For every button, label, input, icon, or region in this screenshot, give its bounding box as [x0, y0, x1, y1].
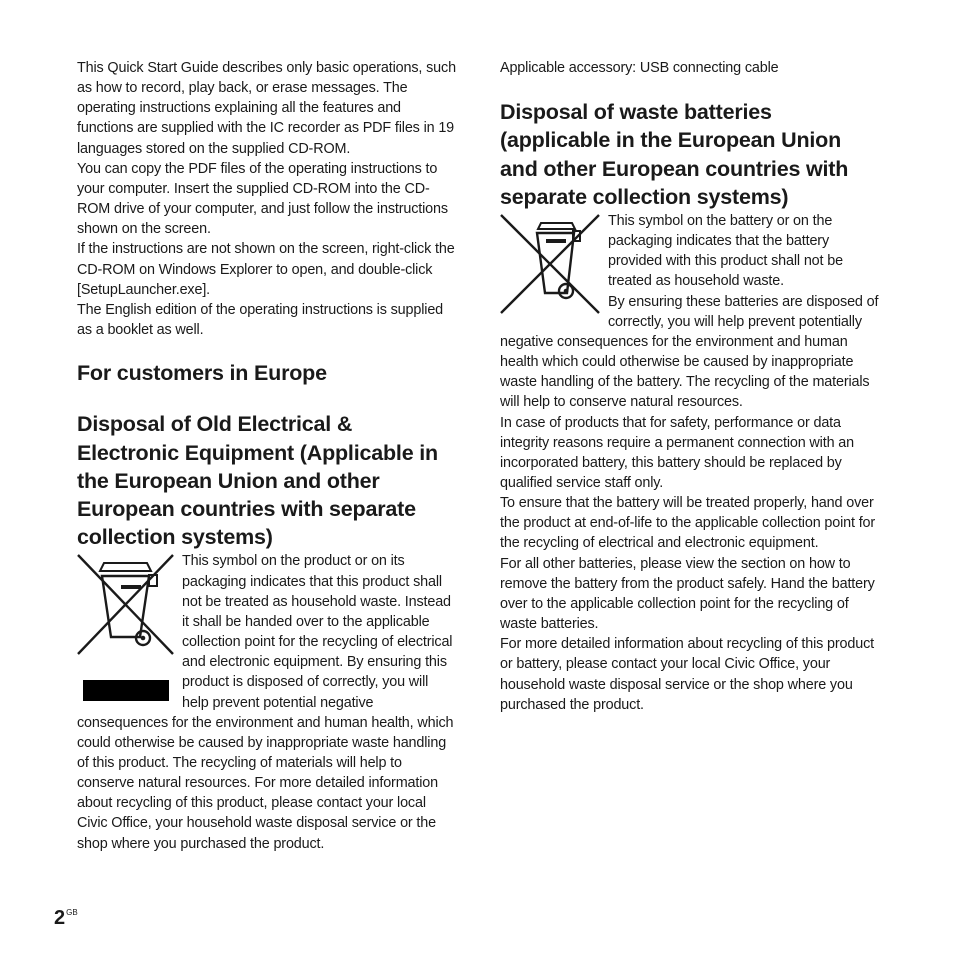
page-number — [54, 907, 78, 930]
intro-paragraph: If the instructions are not shown on the screen, right-click the CD-ROM on Windows Explorer to open, and double-click [SetupLauncher.exe]. — [77, 241, 455, 298]
right-column — [500, 58, 880, 715]
battery-section — [500, 211, 880, 715]
intro-paragraph: This Quick Start Guide describes only basic operations, such as how to record, play back, or erase messages. The operating instructions explaining all the features and functions are supplied with the IC recorder as PDF files in 19 languages stored on the supplied CD-ROM. — [77, 60, 456, 157]
crossed-out-wheelie-bin-icon — [77, 554, 174, 704]
battery-paragraph: This symbol on the battery or on the packaging indicates that the battery provided with this product shall not be treated as household waste. — [608, 212, 843, 290]
intro-paragraph: The English edition of the operating instructions is supplied as a booklet as well. — [77, 301, 444, 339]
weee-heading: Disposal of Old Electrical & Electronic Equipment (Applicable in the European Union and other European countries with separate collection systems) — [77, 412, 438, 550]
battery-heading: Disposal of waste batteries (applicable in the European Union and other European countries with separate collection systems) — [500, 100, 849, 209]
weee-section — [77, 551, 457, 853]
battery-paragraph: For all other batteries, please view the section on how to remove the battery from the product safely. Hand the battery over to the applicable collection point for the recycling of waste batteries. — [500, 555, 875, 633]
battery-paragraph: To ensure that the battery will be treated properly, hand over the product at end-of-life to the applicable collection point for the recycling of electrical and electronic equipment. — [500, 495, 876, 552]
europe-heading: For customers in Europe — [77, 361, 327, 386]
weee-body: This symbol on the product or on its packaging indicates that this product shall not be treated as household waste. Instead it shall be handed over to the applicable collection point for the recycling of electrical and electronic equipment. By ensuring this product is disposed of correctly, you will help prevent potential negative consequences for the environment and human health, which could otherwise be caused by inappropriate waste handling of this product. The recycling of materials will help to conserve natural resources. For more detailed information about recycling of this product, please contact your local Civic Office, your household waste disposal service or the shop where you purchased the product. — [77, 553, 454, 852]
intro-paragraph: You can copy the PDF files of the operating instructions to your computer. Insert the supplied CD-ROM into the CD-ROM drive of your computer, and just follow the instructions shown on the screen. — [77, 160, 448, 238]
battery-paragraph: For more detailed information about recycling of this product or battery, please contact your local Civic Office, your household waste disposal service or the shop where you purchased the product. — [500, 636, 874, 713]
accessory-note: Applicable accessory: USB connecting cable — [500, 60, 779, 76]
left-column — [77, 58, 457, 854]
region-code: GB — [66, 908, 78, 917]
battery-paragraph: In case of products that for safety, performance or data integrity reasons require a permanent connection with an incorporated battery, this battery should be replaced by qualified service staff only. — [500, 414, 854, 491]
page-number-value: 2 — [54, 907, 66, 929]
battery-paragraph: By ensuring these batteries are disposed of correctly, you will help prevent potentially negative consequences for the environment and human health which could otherwise be caused by inappropriate waste handling of the battery. The recycling of the materials will help to conserve natural resources. — [500, 293, 879, 411]
crossed-out-bin-battery-icon — [500, 214, 600, 314]
